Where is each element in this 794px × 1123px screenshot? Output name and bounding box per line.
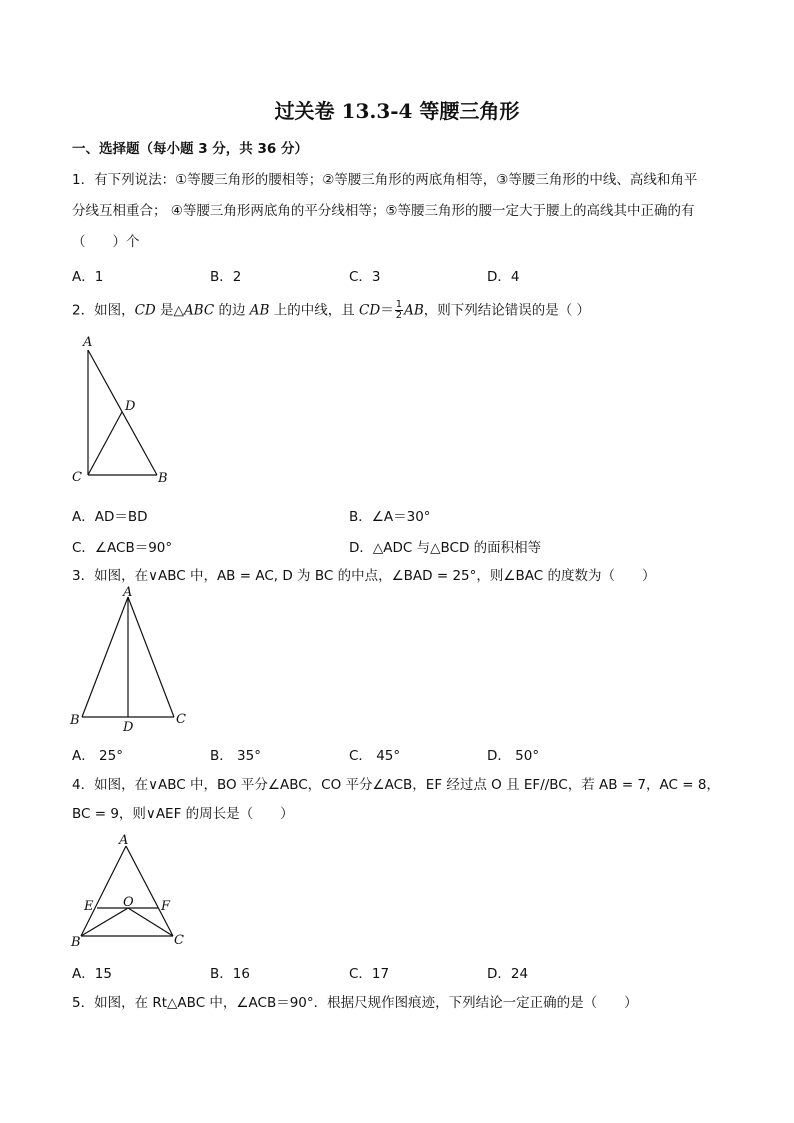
q1-option-c: C．3	[349, 269, 381, 285]
q3-figure	[64, 585, 194, 735]
q2-fraction	[395, 300, 403, 321]
q2-mid3: 上的中线，且	[269, 302, 360, 319]
q2-suffix: ，则下列结论错误的是（ ）	[423, 302, 591, 319]
q3-label-c: C	[176, 712, 186, 727]
q1-option-d: D．4	[487, 269, 520, 285]
q3-option-c: C． 45°	[349, 748, 401, 764]
q3-option-d: D． 50°	[487, 748, 540, 764]
q4-label-o: O	[123, 895, 134, 910]
q1-line-3: （ ）个	[72, 234, 140, 250]
q2-figure	[64, 332, 184, 492]
q3-label-b: B	[70, 713, 80, 728]
q2-prefix: 2．如图，	[72, 302, 135, 319]
q2-label-a: A	[83, 335, 93, 350]
q2-ab: AB	[249, 302, 270, 319]
q4-option-b: B．16	[210, 966, 250, 982]
q4-label-b: B	[71, 935, 81, 950]
q1-line-1: 1．有下列说法：①等腰三角形的腰相等；②等腰三角形的两底角相等，③等腰三角形的中线、高线和角平	[72, 172, 698, 188]
q4-label-f: F	[161, 899, 171, 914]
q2-option-a: A．AD＝BD	[72, 509, 148, 525]
q2-mid1: 是△	[155, 302, 184, 319]
q4-option-d: D．24	[487, 966, 529, 982]
q5-stem: 5．如图，在 Rt△ABC 中，∠ACB＝90°．根据尺规作图痕迹，下列结论一定正确的是（ ）	[72, 995, 638, 1011]
q4-option-c: C．17	[349, 966, 390, 982]
q2-abc: ABC	[183, 302, 215, 319]
q3-option-b: B． 35°	[210, 748, 261, 764]
q4-label-e: E	[84, 899, 94, 914]
q2-ab2: AB	[404, 302, 424, 319]
q2-mid2: 的边	[214, 302, 250, 319]
q2-label-c: C	[72, 470, 82, 485]
q1-option-a: A．1	[72, 269, 104, 285]
q2-option-c: C．∠ACB＝90°	[72, 540, 173, 556]
q4-figure	[64, 832, 194, 952]
q2-frac-den: 2	[395, 310, 403, 321]
q2-cd: CD	[134, 302, 156, 319]
q2-label-d: D	[125, 399, 136, 414]
q2-frac-num: 1	[395, 299, 403, 310]
q2-cd2: CD	[359, 302, 381, 319]
page-title: 过关卷 13.3-4 等腰三角形	[274, 99, 520, 123]
q3-stem: 3．如图，在∨ABC 中，AB = AC, D 为 BC 的中点，∠BAD = 25°，则∠BAC 的度数为（ ）	[72, 568, 656, 584]
section-heading: 一、选择题（每小题 3 分，共 36 分）	[72, 141, 308, 157]
q3-label-d: D	[123, 720, 134, 735]
q2-stem	[72, 300, 590, 321]
q2-label-b: B	[158, 471, 168, 486]
q4-label-a: A	[119, 833, 129, 848]
q4-option-a: A．15	[72, 966, 112, 982]
q1-option-b: B．2	[210, 269, 242, 285]
q2-eq: ＝	[380, 302, 394, 319]
q4-label-c: C	[174, 933, 184, 948]
q4-line-2: BC = 9，则∨AEF 的周长是（ ）	[72, 806, 294, 822]
q4-line-1: 4．如图，在∨ABC 中，BO 平分∠ABC，CO 平分∠ACB，EF 经过点 O 且 EF//BC，若 AB = 7，AC = 8，	[72, 777, 720, 793]
q2-option-d: D．△ADC 与△BCD 的面积相等	[349, 540, 542, 556]
q3-label-a: A	[123, 585, 133, 600]
q2-option-b: B．∠A＝30°	[349, 509, 431, 525]
q1-line-2: 分线互相重合； ④等腰三角形两底角的平分线相等；⑤等腰三角形的腰一定大于腰上的高线其中正确的有	[72, 203, 695, 219]
q3-option-a: A． 25°	[72, 748, 123, 764]
